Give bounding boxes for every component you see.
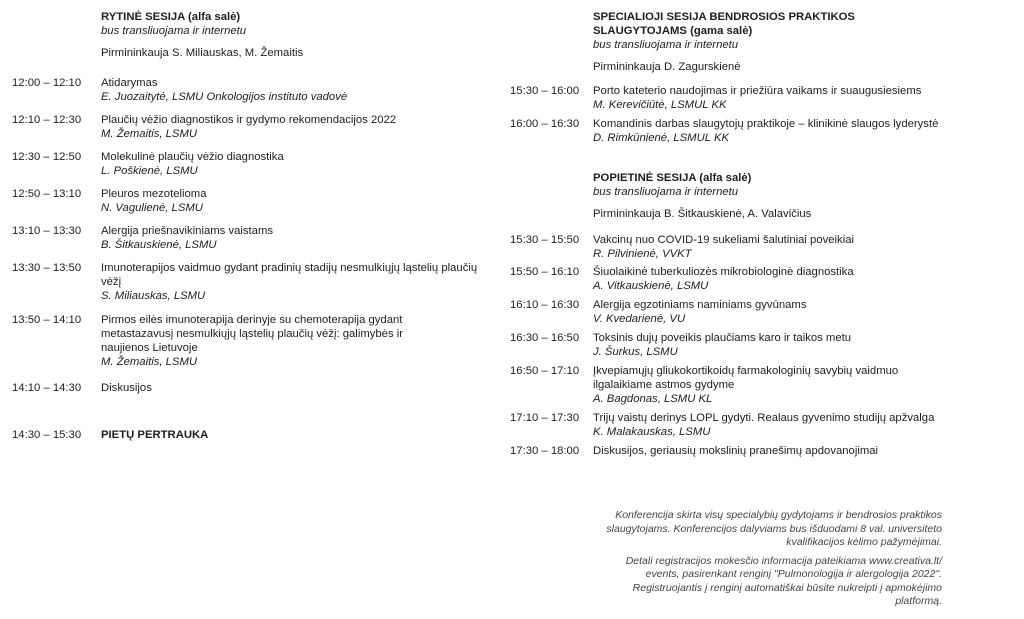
item-speaker: B. Šitkauskienė, LSMU [101,239,217,251]
item-speaker: L. Poškienė, LSMU [101,165,198,177]
session-streaming-note: bus transliuojama ir internetu [593,186,739,198]
session-streaming-note: bus transliuojama ir internetu [101,25,247,37]
afternoon-session-header [593,171,948,221]
item-title: Komandinis darbas slaugytojų praktikoje – klinikinė slaugos lyderystė [593,118,939,130]
session-chairs: Pirmininkauja S. Miliauskas, M. Žemaitis [101,47,304,59]
item-speaker: M. Žemaitis, LSMU [101,128,198,140]
item-time: 16:10 – 16:30 [510,299,580,311]
item-speaker: J. Šurkus, LSMU [593,346,678,358]
session-title: POPIETINĖ SESIJA (alfa salė) [593,172,752,184]
item-title: Toksinis dujų poveikis plaučiams karo ir taikos metu [593,332,852,344]
item-time: 17:10 – 17:30 [510,412,580,424]
item-title: Alergija priešnavikiniams vaistams [101,225,274,237]
item-time: 13:10 – 13:30 [12,225,82,237]
session-title: RYTINĖ SESIJA (alfa salė) [101,11,241,23]
item-time: 12:00 – 12:10 [12,77,82,89]
footnote-certificates: Konferencija skirta visų specialybių gydytojams ir bendrosios praktikos slaugytojams. Konferencijos dalyviams bus išduodami 8 val. universiteto kvalifikacijos kėlimo pažymėjimai. [606,509,942,548]
item-title: Plaučių vėžio diagnostikos ir gydymo rekomendacijos 2022 [101,114,397,126]
session-chairs: Pirmininkauja B. Šitkauskienė, A. Valavičius [593,208,812,220]
item-time: 17:30 – 18:00 [510,445,580,457]
item-speaker: V. Kvedarienė, VU [593,313,686,325]
item-time: 13:30 – 13:50 [12,262,82,274]
item-title: Imunoterapijos vaidmuo gydant pradinių stadijų nesmulkiųjų ląstelių plaučių vėžį [101,262,478,288]
item-title: Pirmos eilės imunoterapija derinyje su chemoterapija gydant metastazavusį nesmulkiųjų ląstelių plaučių vėžį: galimybės ir naujienos Lietuvoje [101,314,404,354]
item-time: 12:10 – 12:30 [12,114,82,126]
lunch-break-label: PIETŲ PERTRAUKA [101,429,209,441]
item-title: Porto kateterio naudojimas ir priežiūra vaikams ir suaugusiesiems [593,85,922,97]
item-speaker: A. Vitkauskienė, LSMU [593,280,709,292]
item-speaker: E. Juozaitytė, LSMU Onkologijos instituto vadovė [101,91,348,103]
morning-session-header [101,10,491,60]
item-speaker: S. Miliauskas, LSMU [101,290,206,302]
item-time: 15:30 – 16:00 [510,85,580,97]
item-speaker: M. Žemaitis, LSMU [101,356,198,368]
item-title: Įkvepiamųjų gliukokortikoidų farmakologinių savybių vaidmuo ilgalaikiame astmos gydyme [593,365,899,391]
item-speaker: N. Vagulienė, LSMU [101,202,203,214]
item-title: Atidarymas [101,77,158,89]
item-title: Molekulinė plaučių vėžio diagnostika [101,151,284,163]
item-title: Diskusijos, geriausių mokslinių pranešimų apdovanojimai [593,445,879,457]
item-title: Vakcinų nuo COVID-19 sukeliami šalutiniai poveikiai [593,234,854,246]
nurses-session-header [593,10,948,74]
item-speaker: R. Pilvinienė, VVKT [593,248,692,260]
footnote-registration: Detali registracijos mokesčio informacija pateikiama www.creativa.lt/ events, pasirenkant renginį "Pulmonologija ir alergologija 2022". Registruojantis į renginį automatiškai būsite nukreipti į apmokėjimo platformą. [625,554,942,607]
item-title: Pleuros mezotelioma [101,188,207,200]
item-time: 16:50 – 17:10 [510,365,580,377]
item-speaker: A. Bagdonas, LSMU KL [593,393,713,405]
item-title: Trijų vaistų derinys LOPL gydyti. Realaus gyvenimo studijų apžvalga [593,412,935,424]
item-time: 16:30 – 16:50 [510,332,580,344]
session-title: SPECIALIOJI SESIJA BENDROSIOS PRAKTIKOS SLAUGYTOJAMS (gama salė) [593,11,855,37]
item-speaker: K. Malakauskas, LSMU [593,426,711,438]
item-time: 15:30 – 15:50 [510,234,580,246]
item-speaker: M. Kerevičiūtė, LSMUL KK [593,99,727,111]
item-time: 12:30 – 12:50 [12,151,82,163]
conference-footnote [600,509,942,609]
item-time: 12:50 – 13:10 [12,188,82,200]
item-time: 14:30 – 15:30 [12,429,82,441]
item-title: Šiuolaikinė tuberkuliozės mikrobiologinė diagnostika [593,266,854,278]
item-time: 13:50 – 14:10 [12,314,82,326]
item-time: 14:10 – 14:30 [12,382,82,394]
item-title: Diskusijos [101,382,152,394]
session-streaming-note: bus transliuojama ir internetu [593,39,739,51]
session-chairs: Pirmininkauja D. Zagurskienė [593,61,741,73]
item-time: 15:50 – 16:10 [510,266,580,278]
item-time: 16:00 – 16:30 [510,118,580,130]
item-speaker: D. Rimkūnienė, LSMUL KK [593,132,730,144]
item-title: Alergija egzotiniams naminiams gyvūnams [593,299,807,311]
